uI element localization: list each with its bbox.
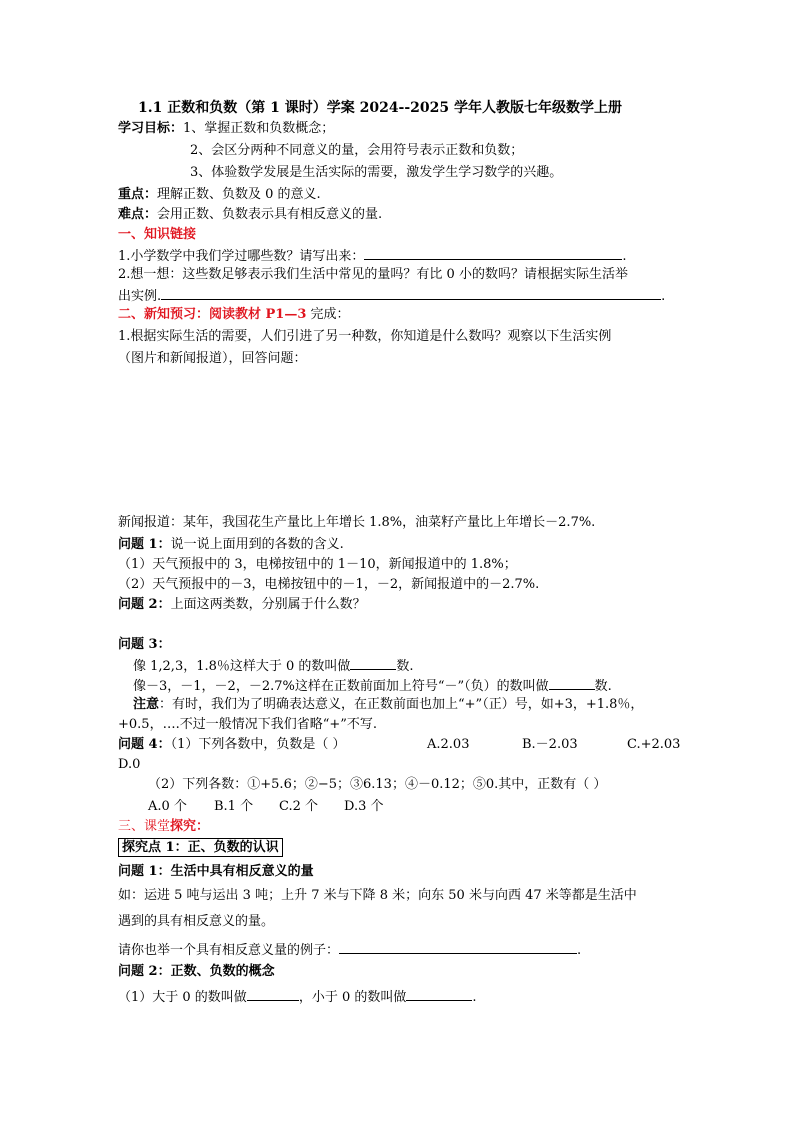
problem-1-b: （2）天气预报中的－3，电梯按钮中的－1，－2，新闻报道中的－2.7%. bbox=[118, 577, 540, 592]
problem-2-text: 上面这两类数，分别属于什么数？ bbox=[170, 597, 366, 612]
answer-blank[interactable] bbox=[406, 988, 472, 1001]
note-cont: +0.5，….不过一般情况下我们省略“+”不写. bbox=[118, 717, 378, 732]
note-label: 注意 bbox=[133, 697, 160, 712]
problem-2-label: 问题 2： bbox=[118, 597, 171, 612]
section1-q2: 2.想一想：这些数足够表示我们生活中常见的量吗？有比 0 小的数吗？请根据实际生活举 bbox=[118, 267, 628, 282]
problem-4-label: 问题 4： bbox=[118, 737, 171, 752]
section1-q2-end: . bbox=[661, 289, 666, 304]
answer-blank[interactable] bbox=[161, 287, 661, 300]
news-report: 新闻报道：某年，我国花生产量比上年增长 1.8%，油菜籽产量比上年增长－2.7%. bbox=[118, 515, 596, 530]
page-title: 1.1 正数和负数（第 1 课时）学案 2024--2025 学年人教版七年级数学上册 bbox=[138, 100, 623, 116]
explore-point-1-box: 探究点 1：正、负数的认识 bbox=[118, 838, 283, 857]
explore-q1-label: 问题 1：生活中具有相反意义的量 bbox=[118, 864, 314, 879]
explore-q1-ask-end: . bbox=[577, 943, 582, 958]
explore-q2-text bbox=[118, 988, 477, 1006]
problem-3-b-text: 像－3，－1，－2，－2.7%这样在正数前面加上符号“－”（负）的数叫做 bbox=[133, 679, 549, 694]
option-c[interactable]: C.+2.03 bbox=[627, 737, 681, 752]
section3-heading-b: 探究： bbox=[170, 819, 210, 834]
answer-blank[interactable] bbox=[247, 988, 299, 1001]
problem-3-b bbox=[133, 677, 612, 695]
key-point-text: 理解正数、负数及 0 的意义. bbox=[157, 187, 321, 202]
section3-heading bbox=[118, 819, 209, 835]
option-b[interactable]: B.－2.03 bbox=[522, 737, 578, 752]
problem-4 bbox=[118, 737, 681, 753]
explore-q2-text-end: . bbox=[472, 990, 477, 1005]
note bbox=[133, 697, 643, 713]
section1-q1 bbox=[118, 247, 627, 265]
note-text: ：有时，我们为了明确表达意义，在正数前面也加上“+”（正）号，如+3，+1.8％， bbox=[159, 697, 644, 712]
problem-4-q1: （1）下列各数中，负数是（ ） bbox=[170, 737, 346, 752]
goals-line-1 bbox=[118, 121, 334, 137]
option-d[interactable]: D.3 个 bbox=[344, 799, 384, 814]
problem-3-b-end: 数. bbox=[594, 679, 612, 694]
section1-heading: 一、知识链接 bbox=[118, 227, 197, 242]
option-a[interactable]: A.2.03 bbox=[427, 737, 470, 752]
goal-item-2: 2、会区分两种不同意义的量，会用符号表示正数和负数； bbox=[190, 143, 524, 158]
explore-q1-ask-text: 请你也举一个具有相反意义量的例子： bbox=[118, 943, 340, 958]
problem-3-a-end: 数. bbox=[396, 659, 414, 674]
answer-blank[interactable] bbox=[549, 677, 595, 690]
problem-1-a: （1）天气预报中的 3，电梯按钮中的 1－10，新闻报道中的 1.8%； bbox=[118, 557, 517, 572]
explore-q1-ask bbox=[118, 941, 581, 959]
section3-heading-a: 三、课堂 bbox=[118, 819, 171, 834]
problem-1 bbox=[118, 537, 344, 553]
section1-q1-end: . bbox=[622, 249, 627, 264]
difficulty-text: 会用正数、负数表示具有相反意义的量. bbox=[157, 207, 383, 222]
difficulty bbox=[118, 207, 382, 223]
problem-2 bbox=[118, 597, 366, 613]
section2-heading-line bbox=[118, 307, 350, 323]
section2-intro-2: （图片和新闻报道），回答问题： bbox=[118, 351, 307, 366]
goal-item-3: 3、体验数学发展是生活实际的需要，激发学生学习数学的兴趣。 bbox=[190, 165, 563, 180]
option-b[interactable]: B.1 个 bbox=[214, 799, 254, 814]
section2-intro-1: 1.根据实际生活的需要，人们引进了另一种数，你知道是什么数吗？观察以下生活实例 bbox=[118, 329, 612, 344]
explore-q2-label: 问题 2：正数、负数的概念 bbox=[118, 964, 275, 979]
key-point bbox=[118, 187, 321, 203]
answer-blank[interactable] bbox=[364, 247, 622, 260]
option-d[interactable]: D.0 bbox=[118, 757, 141, 772]
option-c[interactable]: C.2 个 bbox=[279, 799, 319, 814]
section1-q2-cont bbox=[118, 287, 665, 305]
section1-q1-text: 1.小学数学中我们学过哪些数？请写出来： bbox=[118, 249, 365, 264]
problem-1-label: 问题 1： bbox=[118, 537, 171, 552]
problem-1-text: 说一说上面用到的各数的含义. bbox=[170, 537, 344, 552]
key-point-label: 重点： bbox=[118, 187, 158, 202]
goal-item-1: 1、掌握正数和负数概念； bbox=[183, 121, 335, 136]
goals-label: 学习目标： bbox=[118, 121, 184, 136]
section1-q2-cont-text: 出实例. bbox=[118, 289, 162, 304]
problem-4-q2: （2）下列各数：①+5.6；②−5；③6.13；④－0.12；⑤0.其中，正数有（ ） bbox=[148, 777, 607, 792]
problem-3-a-text: 像 1,2,3，1.8％这样大于 0 的数叫做 bbox=[133, 659, 351, 674]
option-a[interactable]: A.0 个 bbox=[148, 799, 187, 814]
answer-blank[interactable] bbox=[350, 657, 396, 670]
difficulty-label: 难点： bbox=[118, 207, 158, 222]
section2-heading: 二、新知预习：阅读教材 P1—3 bbox=[118, 307, 307, 322]
explore-point-1 bbox=[118, 840, 283, 856]
explore-q1-text-2: 遇到的具有相反意义的量。 bbox=[118, 914, 275, 929]
explore-q2-text-b: ，小于 0 的数叫做 bbox=[298, 990, 407, 1005]
problem-3-label: 问题 3： bbox=[118, 637, 171, 652]
answer-blank[interactable] bbox=[339, 941, 577, 954]
explore-q2-text-a: （1）大于 0 的数叫做 bbox=[118, 990, 247, 1005]
problem-3-a bbox=[133, 657, 414, 675]
section2-heading-suffix: 完成： bbox=[310, 307, 350, 322]
explore-q1-text-1: 如：运进 5 吨与运出 3 吨；上升 7 米与下降 8 米；向东 50 米与向西 47 米等都是生活中 bbox=[118, 888, 637, 903]
